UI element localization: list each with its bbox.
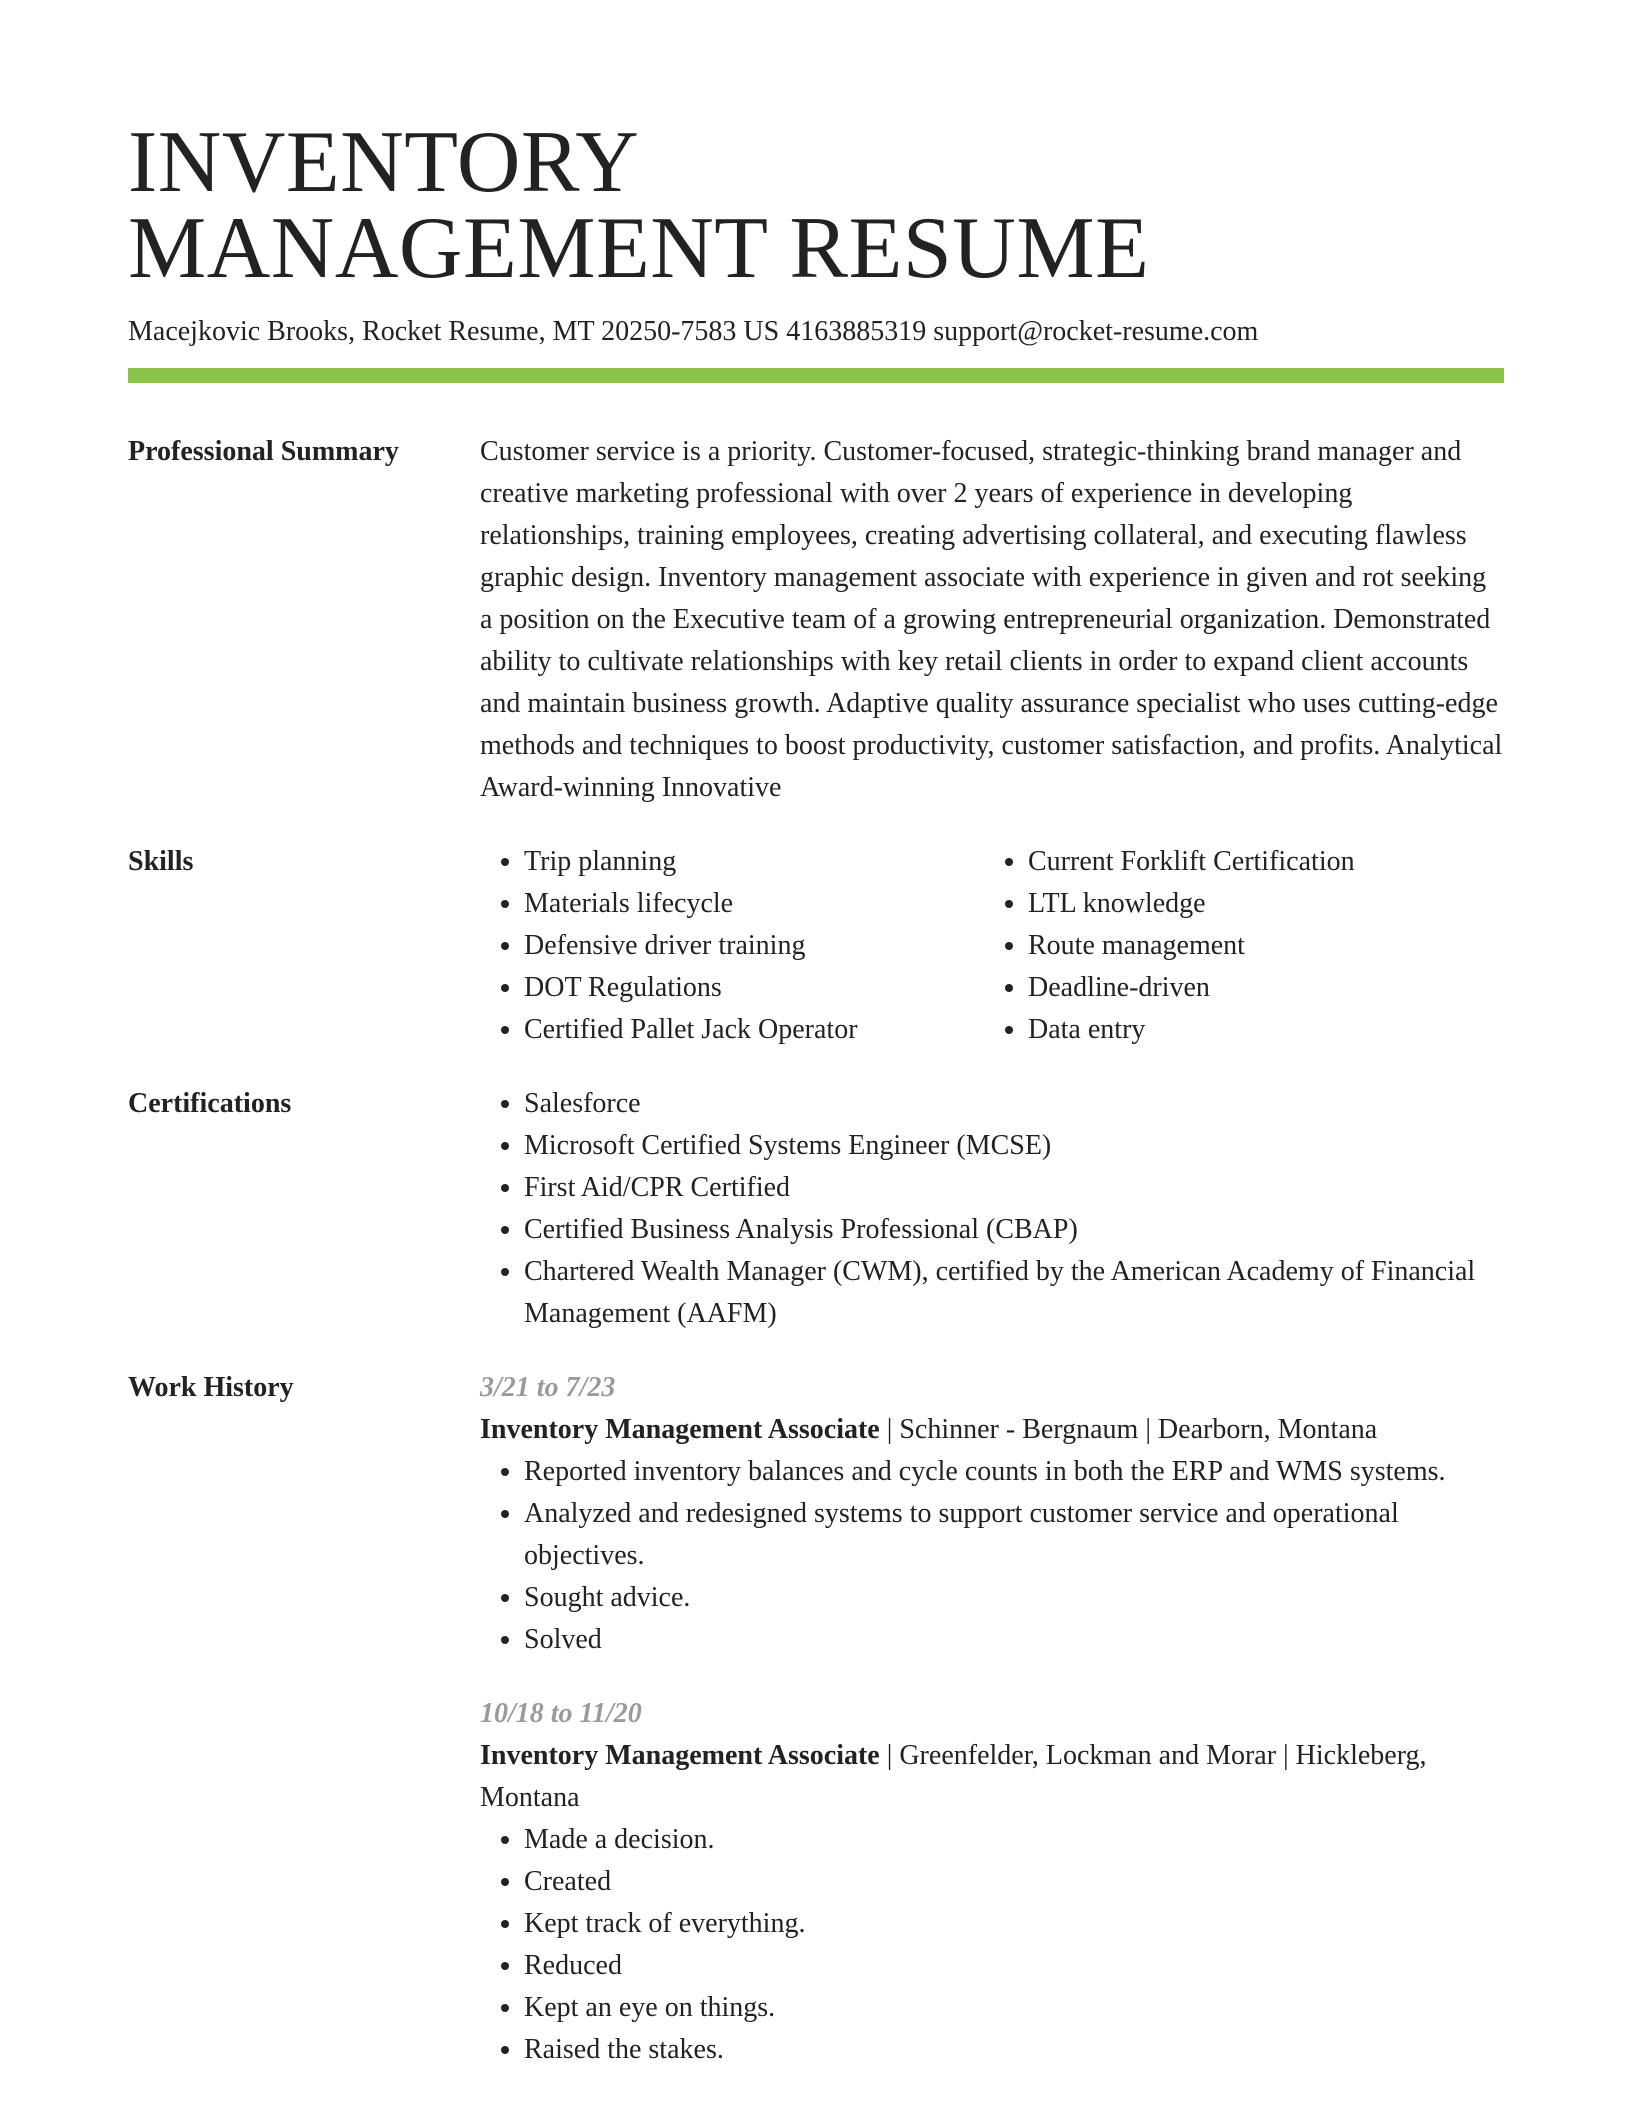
summary-text: Customer service is a priority. Customer-focused, strategic-thinking brand manager and creative marketing professional with over 2 years of experience in developing relationships, training employees, creating advertising collateral, and executing flawless graphic design. Inventory management associate with experience in given and rot seeking a position on the Executive team of a growing entrepreneurial organization. Demonstrated ability to cultivate relationships with key retail clients in order to expand client accounts and maintain business growth. Adaptive quality assurance specialist who uses cutting-edge methods and techniques to boost productivity, customer satisfaction, and profits. Analytical Award-winning Innovative bbox=[480, 436, 1503, 803]
work-history-label: Work History bbox=[128, 1372, 294, 1403]
certification-item: • Certified Business Analysis Professional (CBAP) bbox=[524, 1209, 1504, 1251]
skills-grid bbox=[480, 841, 1504, 1051]
job-title: Inventory Management Associate bbox=[480, 1414, 880, 1445]
summary-label: Professional Summary bbox=[128, 436, 399, 467]
job-bullet: • Kept an eye on things. bbox=[524, 1987, 1504, 2029]
skills-column-1 bbox=[480, 841, 984, 1051]
certification-item: • Salesforce bbox=[524, 1083, 1504, 1125]
skill-item: • Data entry bbox=[1028, 1009, 1504, 1051]
job-date: 3/21 to 7/23 bbox=[480, 1372, 616, 1403]
job-details: | Greenfelder, Lockman and Morar | Hickleberg, Montana bbox=[480, 1740, 1427, 1813]
skill-item: • Current Forklift Certification bbox=[1028, 841, 1504, 883]
certification-item: • Chartered Wealth Manager (CWM), certified by the American Academy of Financial Management (AAFM) bbox=[524, 1251, 1504, 1335]
contact-info: Macejkovic Brooks, Rocket Resume, MT 20250-7583 US 4163885319 support@rocket-resume.com bbox=[128, 316, 1259, 347]
skill-item: • Materials lifecycle bbox=[524, 883, 984, 925]
skill-item: • LTL knowledge bbox=[1028, 883, 1504, 925]
job-bullet: • Kept track of everything. bbox=[524, 1903, 1504, 1945]
skill-item: • Route management bbox=[1028, 925, 1504, 967]
accent-divider bbox=[128, 368, 1504, 383]
skills-label: Skills bbox=[128, 846, 194, 877]
job-bullets bbox=[480, 1451, 1504, 1661]
job-bullets bbox=[480, 1819, 1504, 2071]
job-bullet: • Solved bbox=[524, 1619, 1504, 1661]
work-history-body bbox=[480, 1367, 1504, 2071]
job-bullet: • Raised the stakes. bbox=[524, 2029, 1504, 2071]
title-line-1: INVENTORY bbox=[128, 114, 640, 211]
title-line-2: MANAGEMENT RESUME bbox=[128, 200, 1150, 297]
work-history-section bbox=[128, 1367, 1504, 2071]
job-bullet: • Reduced bbox=[524, 1945, 1504, 1987]
summary-section bbox=[128, 431, 1504, 809]
skill-item: • Deadline-driven bbox=[1028, 967, 1504, 1009]
job-bullet: • Analyzed and redesigned systems to support customer service and operational objectives. bbox=[524, 1493, 1504, 1577]
job-bullet: • Made a decision. bbox=[524, 1819, 1504, 1861]
job-date: 10/18 to 11/20 bbox=[480, 1698, 642, 1729]
job-details: | Schinner - Bergnaum | Dearborn, Montana bbox=[879, 1414, 1378, 1445]
job-heading bbox=[480, 1409, 1504, 1451]
skill-item: • DOT Regulations bbox=[524, 967, 984, 1009]
certifications-body bbox=[480, 1083, 1504, 1335]
certifications-label: Certifications bbox=[128, 1088, 292, 1119]
certification-item: • First Aid/CPR Certified bbox=[524, 1167, 1504, 1209]
job-entry bbox=[480, 1693, 1504, 2071]
job-bullet: • Reported inventory balances and cycle counts in both the ERP and WMS systems. bbox=[524, 1451, 1504, 1493]
skill-item: • Trip planning bbox=[524, 841, 984, 883]
resume-title bbox=[128, 114, 1504, 297]
skills-column-2 bbox=[984, 841, 1504, 1051]
certifications-section bbox=[128, 1083, 1504, 1335]
job-bullet: • Sought advice. bbox=[524, 1577, 1504, 1619]
skills-section bbox=[128, 841, 1504, 1051]
job-title: Inventory Management Associate bbox=[480, 1740, 880, 1771]
job-entry bbox=[480, 1367, 1504, 1661]
job-heading bbox=[480, 1735, 1504, 1819]
certification-item: • Microsoft Certified Systems Engineer (MCSE) bbox=[524, 1125, 1504, 1167]
skill-item: • Defensive driver training bbox=[524, 925, 984, 967]
skill-item: • Certified Pallet Jack Operator bbox=[524, 1009, 984, 1051]
job-bullet: • Created bbox=[524, 1861, 1504, 1903]
